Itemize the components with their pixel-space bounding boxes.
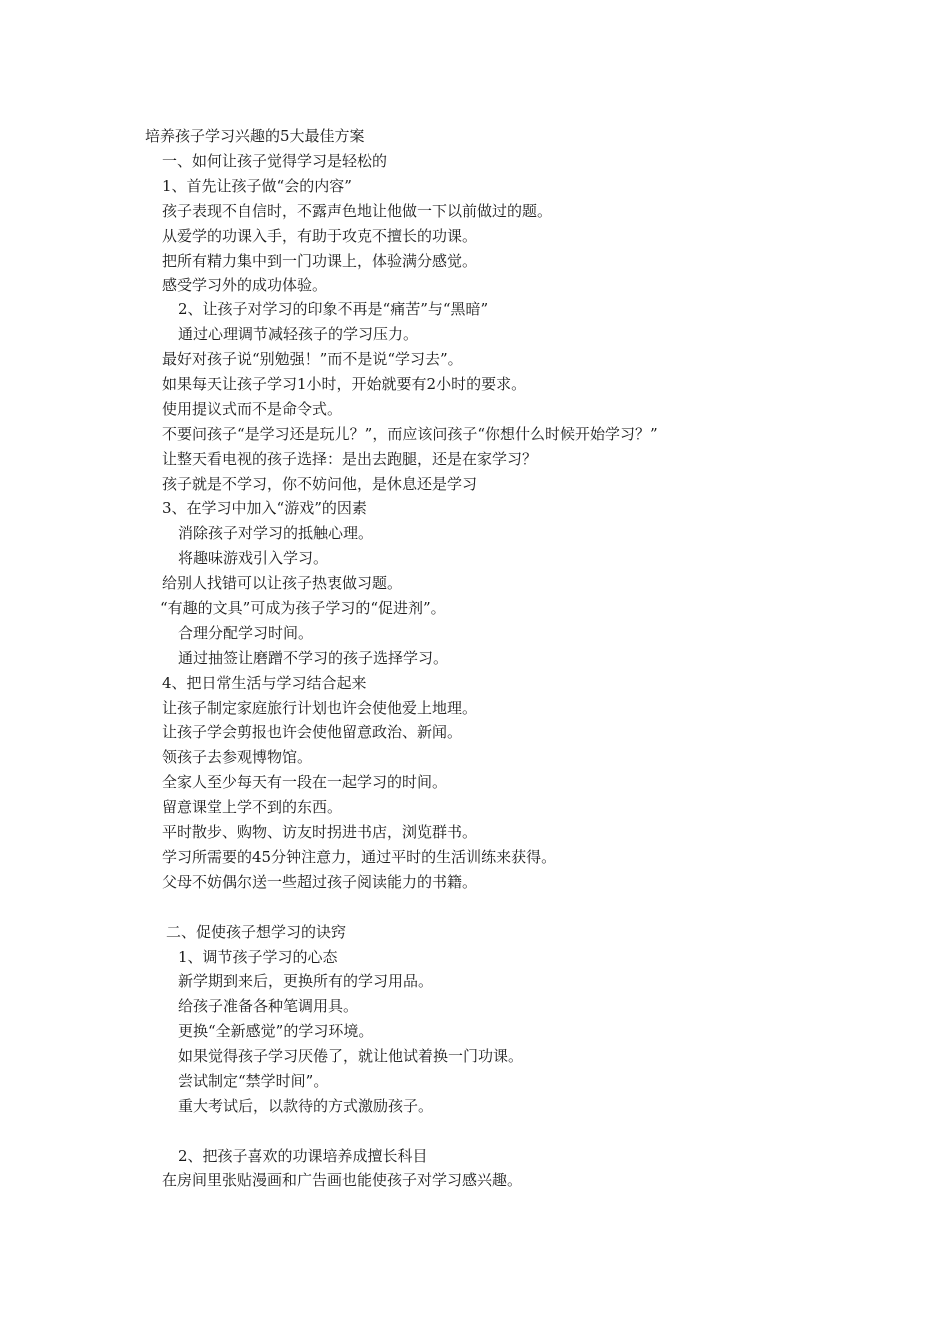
text-line: 感受学习外的成功体验。 — [162, 276, 328, 294]
text-line: 使用提议式而不是命令式。 — [162, 400, 343, 418]
section-heading: 一、如何让孩子觉得学习是轻松的 — [162, 152, 388, 170]
section-heading: 二、促使孩子想学习的诀窍 — [166, 923, 347, 941]
text-line: 合理分配学习时间。 — [178, 624, 314, 642]
text-line: 不要问孩子“是学习还是玩儿？”，而应该问孩子“你想什么时候开始学习？” — [162, 425, 658, 443]
subsection-heading: 2、把孩子喜欢的功课培养成擅长科目 — [178, 1147, 428, 1165]
text-line: 通过抽签让磨蹭不学习的孩子选择学习。 — [178, 649, 449, 667]
subsection-heading: 3、在学习中加入“游戏”的因素 — [162, 499, 367, 517]
text-line: 领孩子去参观博物馆。 — [162, 748, 313, 766]
text-line: 把所有精力集中到一门功课上，体验满分感觉。 — [162, 252, 478, 270]
text-line: 给孩子准备各种笔调用具。 — [178, 997, 359, 1015]
text-line: 让孩子学会剪报也许会使他留意政治、新闻。 — [162, 723, 463, 741]
text-line: 留意课堂上学不到的东西。 — [162, 798, 343, 816]
text-line: 新学期到来后，更换所有的学习用品。 — [178, 972, 434, 990]
text-line: 全家人至少每天有一段在一起学习的时间。 — [162, 773, 448, 791]
text-line: 孩子表现不自信时，不露声色地让他做一下以前做过的题。 — [162, 202, 553, 220]
text-line: 在房间里张贴漫画和广告画也能使孩子对学习感兴趣。 — [162, 1171, 523, 1189]
text-line: 通过心理调节减轻孩子的学习压力。 — [178, 325, 419, 343]
text-line: 从爱学的功课入手，有助于攻克不擅长的功课。 — [162, 227, 478, 245]
text-line: 最好对孩子说“别勉强！”而不是说“学习去”。 — [162, 350, 463, 368]
text-line: 孩子就是不学习，你不妨问他，是休息还是学习 — [162, 475, 478, 493]
text-line: 让整天看电视的孩子选择：是出去跑腿，还是在家学习？ — [162, 450, 538, 468]
subsection-heading: 4、把日常生活与学习结合起来 — [162, 674, 367, 692]
text-line: 平时散步、购物、访友时拐进书店，浏览群书。 — [162, 823, 478, 841]
document-title: 培养孩子学习兴趣的5大最佳方案 — [145, 127, 365, 145]
text-line: “有趣的文具”可成为孩子学习的“促进剂”。 — [160, 599, 446, 617]
text-line: 重大考试后，以款待的方式激励孩子。 — [178, 1097, 434, 1115]
text-line: 如果每天让孩子学习1小时，开始就要有2小时的要求。 — [162, 375, 527, 393]
text-line: 学习所需要的45分钟注意力，通过平时的生活训练来获得。 — [162, 848, 557, 866]
text-line: 让孩子制定家庭旅行计划也许会使他爱上地理。 — [162, 699, 478, 717]
subsection-heading: 1、首先让孩子做“会的内容” — [162, 177, 352, 195]
text-line: 尝试制定“禁学时间”。 — [178, 1072, 329, 1090]
text-line: 更换“全新感觉”的学习环境。 — [178, 1022, 374, 1040]
text-line: 父母不妨偶尔送一些超过孩子阅读能力的书籍。 — [162, 873, 478, 891]
text-line: 消除孩子对学习的抵触心理。 — [178, 524, 374, 542]
text-line: 如果觉得孩子学习厌倦了，就让他试着换一门功课。 — [178, 1047, 524, 1065]
subsection-heading: 1、调节孩子学习的心态 — [178, 948, 338, 966]
text-line: 将趣味游戏引入学习。 — [178, 549, 329, 567]
text-line: 给别人找错可以让孩子热衷做习题。 — [162, 574, 403, 592]
subsection-heading: 2、让孩子对学习的印象不再是“痛苦”与“黑暗” — [178, 300, 489, 318]
